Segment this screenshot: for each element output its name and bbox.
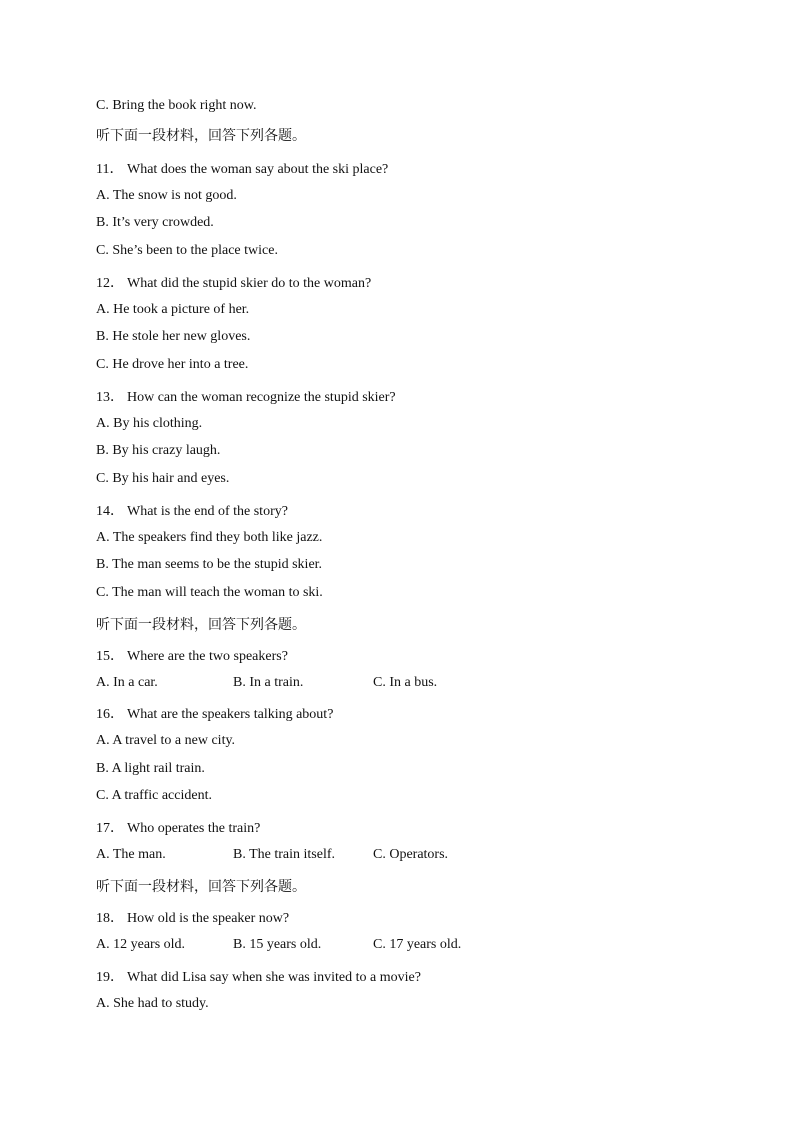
question-number: 14． (96, 504, 124, 519)
answer-option: A. The man. (96, 847, 166, 862)
answer-option: C. Bring the book right now. (96, 98, 257, 113)
answer-option: C. Operators. (373, 847, 449, 862)
question (96, 500, 288, 520)
question (96, 907, 289, 927)
answer-option: C. She’s been to the place twice. (96, 243, 278, 258)
question-text: What does the woman say about the ski place? (127, 162, 389, 177)
answer-option: B. The train itself. (233, 847, 335, 862)
answer-option: C. A traffic accident. (96, 788, 212, 803)
answer-option: C. 17 years old. (373, 937, 462, 952)
answer-option: A. By his clothing. (96, 416, 203, 431)
question (96, 386, 396, 406)
question (96, 645, 288, 665)
question-number: 16． (96, 707, 124, 722)
question-text: How can the woman recognize the stupid skier? (127, 390, 396, 405)
answer-option: B. A light rail train. (96, 761, 205, 776)
answer-option: C. In a bus. (373, 675, 438, 690)
question (96, 966, 421, 986)
answer-option: A. A travel to a new city. (96, 733, 236, 748)
question-text: What did Lisa say when she was invited to a movie? (127, 970, 421, 985)
question-number: 12． (96, 276, 124, 291)
question-text: What are the speakers talking about? (127, 707, 334, 722)
question-number: 11． (96, 162, 124, 177)
answer-option: B. It’s very crowded. (96, 215, 214, 230)
section-instruction: 听下面一段材料，回答下列各题。 (96, 617, 306, 633)
answer-option: C. The man will teach the woman to ski. (96, 585, 323, 600)
question-text: Where are the two speakers? (127, 649, 288, 664)
answer-option: B. By his crazy laugh. (96, 443, 221, 458)
answer-option: C. He drove her into a tree. (96, 357, 249, 372)
answer-option: B. He stole her new gloves. (96, 329, 251, 344)
question-number: 18． (96, 911, 124, 926)
question-number: 17． (96, 821, 124, 836)
answer-option: B. The man seems to be the stupid skier. (96, 557, 323, 572)
section-instruction: 听下面一段材料，回答下列各题。 (96, 879, 306, 895)
answer-option: A. 12 years old. (96, 937, 186, 952)
section-instruction: 听下面一段材料，回答下列各题。 (96, 128, 306, 144)
question-text: Who operates the train? (127, 821, 261, 836)
answer-option: A. She had to study. (96, 996, 209, 1011)
question-text: What is the end of the story? (127, 504, 288, 519)
question (96, 158, 388, 178)
answer-option: A. The snow is not good. (96, 188, 237, 203)
question (96, 817, 260, 837)
answer-option: B. In a train. (233, 675, 304, 690)
question (96, 703, 333, 723)
question-number: 13． (96, 390, 124, 405)
answer-option: B. 15 years old. (233, 937, 322, 952)
answer-option: A. The speakers find they both like jazz. (96, 530, 323, 545)
answer-option: C. By his hair and eyes. (96, 471, 230, 486)
question (96, 272, 371, 292)
answer-option: A. In a car. (96, 675, 158, 690)
question-number: 19． (96, 970, 124, 985)
question-text: How old is the speaker now? (127, 911, 290, 926)
answer-option: A. He took a picture of her. (96, 302, 250, 317)
question-number: 15． (96, 649, 124, 664)
question-text: What did the stupid skier do to the woman? (127, 276, 372, 291)
